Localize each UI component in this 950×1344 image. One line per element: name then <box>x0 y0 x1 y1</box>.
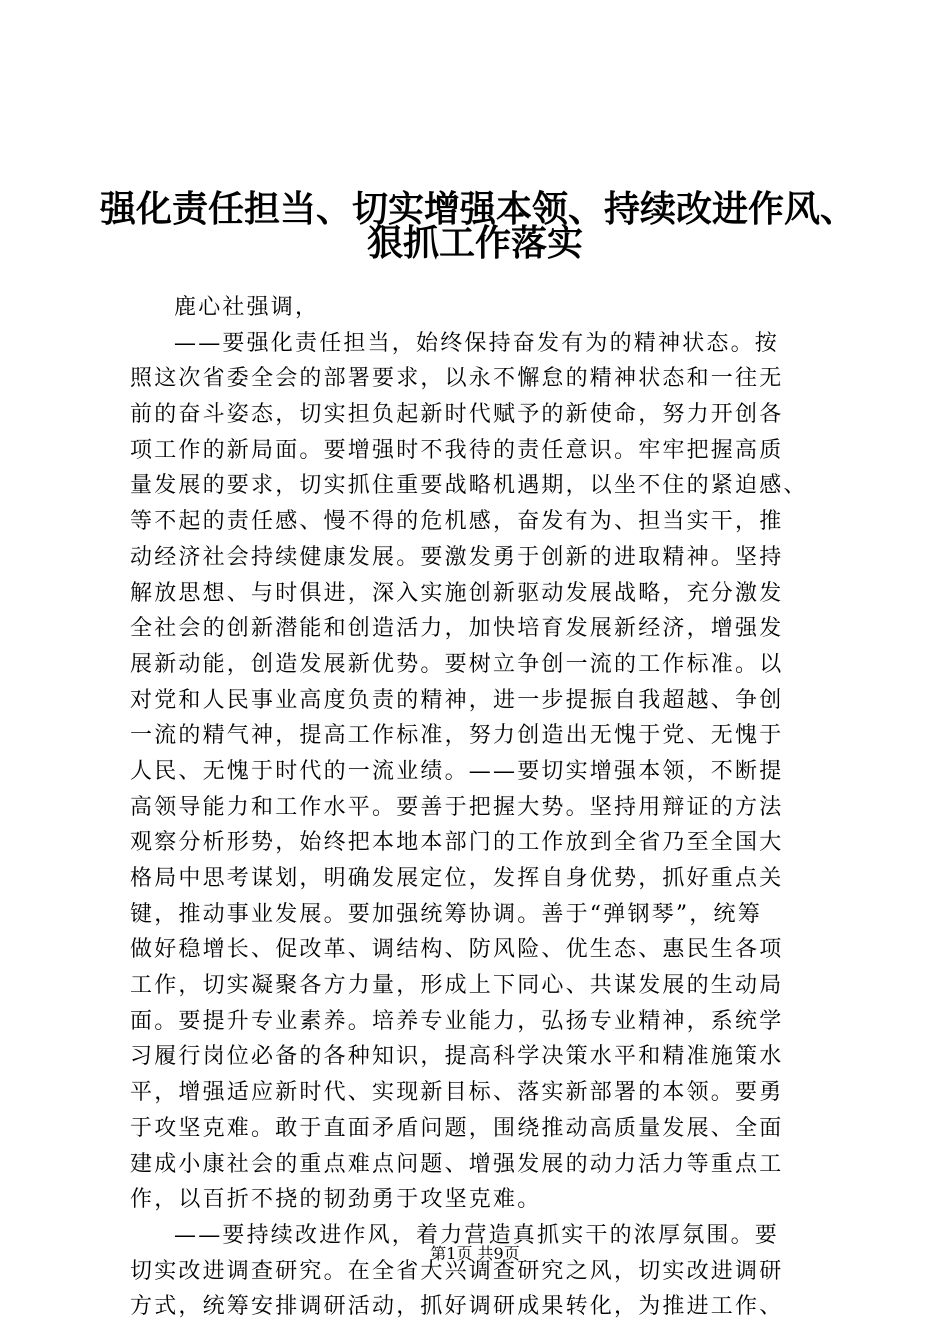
body-line: 工作，切实凝聚各方力量，形成上下同心、共谋发展的生动局 <box>130 973 784 999</box>
body-line: 切实改进调查研究。在全省大兴调查研究之风，切实改进调研 <box>130 1258 784 1284</box>
body-line: 高领导能力和工作水平。要善于把握大势。坚持用辩证的方法 <box>130 794 784 820</box>
body-line: 照这次省委全会的部署要求，以永不懈怠的精神状态和一往无 <box>130 366 784 392</box>
body-line: 展新动能，创造发展新优势。要树立争创一流的工作标准。以 <box>130 651 784 677</box>
document-title-line-1: 强化责任担当、切实增强本领、持续改进作风、 <box>100 189 857 230</box>
body-line: 键，推动事业发展。要加强统筹协调。善于“弹钢琴”，统筹 <box>130 901 762 927</box>
body-line: 等不起的责任感、慢不得的危机感，奋发有为、担当实干，推 <box>130 509 784 535</box>
body-line: 人民、无愧于时代的一流业绩。——要切实增强本领，不断提 <box>130 758 784 784</box>
body-line: 建成小康社会的重点难点问题、增强发展的动力活力等重点工 <box>130 1151 784 1177</box>
body-line: 习履行岗位必备的各种知识，提高科学决策水平和精准施策水 <box>130 1044 784 1070</box>
body-line: 量发展的要求，切实抓住重要战略机遇期，以坐不住的紧迫感、 <box>130 473 808 499</box>
body-line: 做好稳增长、促改革、调结构、防风险、优生态、惠民生各项 <box>130 937 784 963</box>
body-line: 格局中思考谋划，明确发展定位，发挥自身优势，抓好重点关 <box>130 866 784 891</box>
body-line: 对党和人民事业高度负责的精神，进一步提振自我超越、争创 <box>130 687 784 713</box>
body-line: ——要持续改进作风，着力营造真抓实干的浓厚氛围。要 <box>174 1222 780 1248</box>
body-line: 动经济社会持续健康发展。要激发勇于创新的进取精神。坚持 <box>130 544 784 570</box>
body-line: 解放思想、与时俱进，深入实施创新驱动发展战略，充分激发 <box>130 580 784 606</box>
body-line: 项工作的新局面。要增强时不我待的责任意识。牢牢把握高质 <box>130 437 784 463</box>
body-line: 面。要提升专业素养。培养专业能力，弘扬专业精神，系统学 <box>130 1008 784 1034</box>
body-line: 平，增强适应新时代、实现新目标、落实新部署的本领。要勇 <box>130 1080 784 1106</box>
document-body <box>130 290 830 1325</box>
body-line: 鹿心社强调， <box>174 295 320 320</box>
body-line: 一流的精气神，提高工作标准，努力创造出无愧于党、无愧于 <box>130 723 784 749</box>
body-line: 方式，统筹安排调研活动，抓好调研成果转化，为推进工作、 <box>130 1294 784 1320</box>
body-line: ——要强化责任担当，始终保持奋发有为的精神状态。按 <box>174 330 780 356</box>
page-footer: 第1页 共9页 <box>430 1244 520 1263</box>
document-title-line-2: 狠抓工作落实 <box>366 223 583 264</box>
body-line: 全社会的创新潜能和创造活力，加快培育发展新经济，增强发 <box>130 616 784 642</box>
body-line: 前的奋斗姿态，切实担负起新时代赋予的新使命，努力开创各 <box>130 402 784 428</box>
body-line: 观察分析形势，始终把本地本部门的工作放到全省乃至全国大 <box>130 830 784 856</box>
body-line: 于攻坚克难。敢于直面矛盾问题，围绕推动高质量发展、全面 <box>130 1115 784 1141</box>
body-line: 作，以百折不挠的韧劲勇于攻坚克难。 <box>130 1187 542 1213</box>
